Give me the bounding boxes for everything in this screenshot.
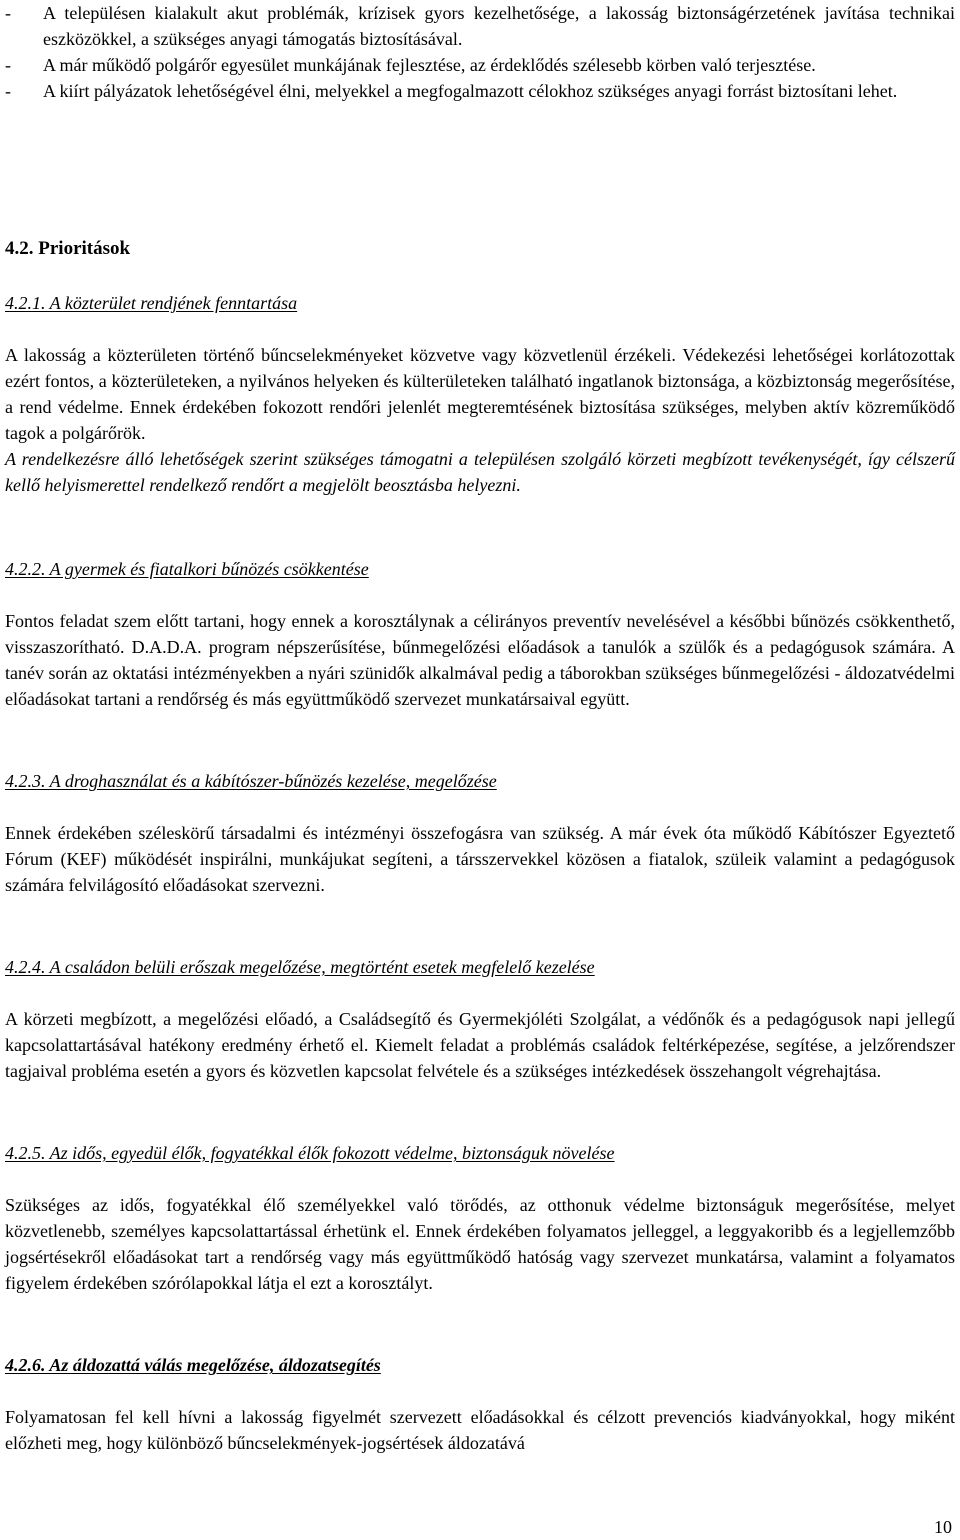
paragraph: A lakosság a közterületen történő bűncselekményeket közvetve vagy közvetlenül érzékeli. Védekezési lehetőségei korlátozottak ezért fontos, a közterületeken, a nyilvános helyeken és külterületeken található ingatlanok biztonsága, a közbiztonság megerősítése, a rend védelme. Ennek érdekében fokozott rendőri jelenlét megteremtésének biztosítása szükséges, melyben aktív közreműködő tagok a polgárőrök. [5, 345, 955, 443]
paragraph: Szükséges az idős, fogyatékkal élő személyekkel való törődés, az otthonuk védelme biztonságuk megerősítése, melyet közvetlenebb, személyes kapcsolattartással érhetünk el. Ennek érdekében folyamatos jelleggel, a leggyakoribb és a legjellemzőbb jogsértésekről előadásokat tart a rendőrség vagy más együttműködő hatóság vagy szervezet munkatársa, valamint a folyamatos figyelem érdekében szórólapokkal látja el ezt a korosztályt. [5, 1195, 955, 1293]
paragraph: A körzeti megbízott, a megelőzési előadó, a Családsegítő és Gyermekjóléti Szolgálat, a védőnők és a pedagógusok napi jellegű kapcsolattartásával hatékony eredmény érhető el. Kiemelt feladat a problémás családok feltérképezése, segítése, a jelzőrendszer tagjaival probléma esetén a gyors és közvetlen kapcsolat felvétele és a szükséges intézkedések összehangolt végrehajtása. [5, 1009, 955, 1081]
subsection-heading-3: 4.2.3. A droghasználat és a kábítószer-bűnözés kezelése, megelőzése [5, 771, 497, 791]
bullet-list [5, 0, 955, 104]
subsection-heading-5: 4.2.5. Az idős, egyedül élők, fogyatékkal élők fokozott védelme, biztonságuk növelése [5, 1143, 615, 1163]
paragraph: Fontos feladat szem előtt tartani, hogy ennek a korosztálynak a célirányos preventív nevelésével a későbbi bűnözés csökkenthető, visszaszorítható. D.A.D.A. program népszerűsítése, bűnmegelőzési előadások a tanulók a szülők és a pedagógusok számára. A tanév során az oktatási intézményekben a nyári szünidők alkalmával pedig a táborokban szükséges bűnmegelőzési - áldozatvédelmi előadásokat tartani a rendőrség és más együttműködő szervezet munkatársaival együtt. [5, 611, 955, 709]
subsection-5-body [5, 1192, 955, 1296]
subsection-heading-6: 4.2.6. Az áldozattá válás megelőzése, áldozatsegítés [5, 1355, 381, 1375]
section-heading: 4.2. Prioritások [5, 238, 131, 259]
page-number: 10 [934, 1517, 952, 1537]
list-item: - A településen kialakult akut problémák, krízisek gyors kezelhetősége, a lakosság biztonságérzetének javítása technikai eszközökkel, a szükséges anyagi támogatás biztosításával. [5, 3, 955, 49]
subsection-2-body [5, 608, 955, 712]
subsection-4-body [5, 1006, 955, 1084]
subsection-6-body [5, 1404, 955, 1456]
list-item: - A már működő polgárőr egyesület munkájának fejlesztése, az érdeklődés szélesebb körben való terjesztése. [5, 55, 816, 75]
paragraph: Ennek érdekében széleskörű társadalmi és intézményi összefogásra van szükség. A már évek óta működő Kábítószer Egyeztető Fórum (KEF) működését inspirálni, munkájukat segíteni, a társszervekkel közösen a fiatalok, szüleik valamint a pedagógusok számára felvilágosító előadásokat szervezni. [5, 823, 955, 895]
subsection-1-body [5, 342, 955, 498]
list-item: - A kiírt pályázatok lehetőségével élni, melyekkel a megfogalmazott célokhoz szükséges anyagi forrást biztosítani lehet. [5, 81, 898, 101]
subsection-heading-4: 4.2.4. A családon belüli erőszak megelőzése, megtörtént esetek megfelelő kezelése [5, 957, 595, 977]
paragraph-italic: A rendelkezésre álló lehetőségek szerint szükséges támogatni a településen szolgáló körzeti megbízott tevékenységét, így célszerű kellő helyismerettel rendelkező rendőrt a megjelölt beosztásba helyezni. [5, 449, 955, 495]
subsection-heading-2: 4.2.2. A gyermek és fiatalkori bűnözés csökkentése [5, 559, 369, 579]
subsection-heading-1: 4.2.1. A közterület rendjének fenntartása [5, 293, 298, 313]
paragraph: Folyamatosan fel kell hívni a lakosság figyelmét szervezett előadásokkal és célzott prevenciós kiadványokkal, hogy miként előzheti meg, hogy különböző bűncselekmények-jogsértések áldozatává [5, 1407, 955, 1453]
subsection-3-body [5, 820, 955, 898]
